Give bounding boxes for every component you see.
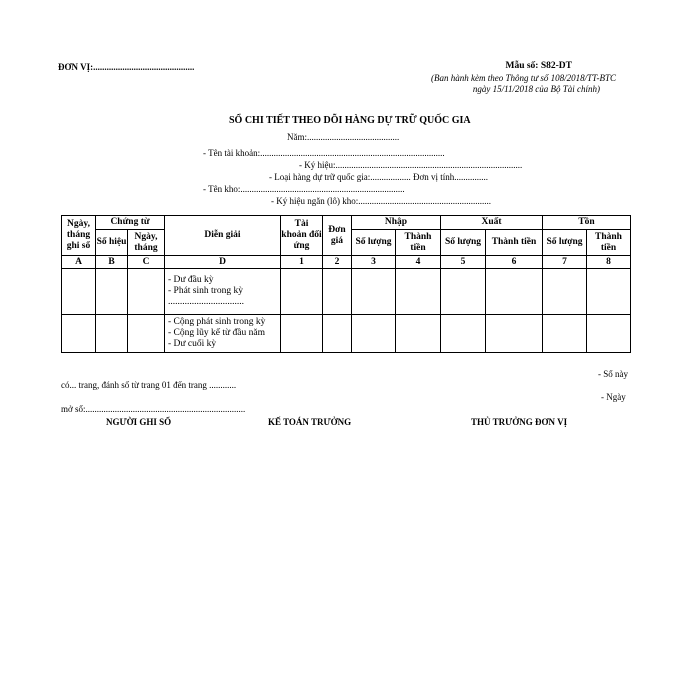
header-description: Diễn giải <box>165 216 281 256</box>
table-row <box>62 315 631 353</box>
index-cell: 4 <box>396 256 441 269</box>
table-cell <box>352 315 396 353</box>
index-cell: 6 <box>486 256 543 269</box>
table-cell <box>281 315 323 353</box>
table-cell <box>587 269 631 315</box>
index-cell: 1 <box>281 256 323 269</box>
index-cell: 8 <box>587 256 631 269</box>
table-cell <box>396 315 441 353</box>
index-cell: D <box>165 256 281 269</box>
table-cell <box>62 269 96 315</box>
signature-head-of-unit: THỦ TRƯỞNG ĐƠN VỊ <box>471 417 568 427</box>
table-cell <box>587 315 631 353</box>
header-stock-amount: Thành tiền <box>587 230 631 256</box>
table-cell <box>543 269 587 315</box>
closing-balance-text: - Dư cuối kỳ <box>168 339 217 349</box>
pages-line: có... trang, đánh số từ trang 01 đến trang ............ <box>61 380 237 390</box>
ledger-table <box>61 215 631 353</box>
header-voucher: Chứng từ <box>96 216 165 230</box>
header-in-qty: Số lượng <box>352 230 396 256</box>
table-cell <box>323 269 352 315</box>
year-field: Năm:......................................... <box>287 132 400 142</box>
header-in: Nhập <box>352 216 441 230</box>
description-cell <box>165 269 281 315</box>
unit-label: ĐƠN VỊ:............................................. <box>58 62 195 72</box>
period-total-text: - Cộng phát sinh trong kỳ <box>168 317 266 327</box>
header-date: Ngày, tháng ghi sổ <box>62 216 96 256</box>
date-label: - Ngày <box>601 392 626 402</box>
index-cell: 5 <box>441 256 486 269</box>
table-cell <box>543 315 587 353</box>
issued-note-line1: (Ban hành kèm theo Thông tư số 108/2018/TT-BTC <box>431 73 616 83</box>
index-cell: 7 <box>543 256 587 269</box>
header-voucher-no: Số hiệu <box>96 230 128 256</box>
bin-symbol-field: - Ký hiệu ngăn (lô) kho:........................................................... <box>271 196 491 206</box>
header-stock-qty: Số lượng <box>543 230 587 256</box>
header-out-qty: Số lượng <box>441 230 486 256</box>
table-cell <box>128 315 165 353</box>
table-cell <box>441 269 486 315</box>
page-title: SỔ CHI TIẾT THEO DÕI HÀNG DỰ TRỮ QUỐC GIA <box>229 115 471 126</box>
index-cell: B <box>96 256 128 269</box>
table-cell <box>128 269 165 315</box>
header-voucher-date: Ngày, tháng <box>128 230 165 256</box>
table-cell <box>281 269 323 315</box>
table-cell <box>323 315 352 353</box>
goods-type-field: - Loại hàng dự trữ quốc gia:.................. Đơn vị tính............... <box>269 172 488 182</box>
index-cell: 3 <box>352 256 396 269</box>
header-out-amount: Thành tiền <box>486 230 543 256</box>
index-cell: 2 <box>323 256 352 269</box>
table-cell <box>486 315 543 353</box>
index-cell: A <box>62 256 96 269</box>
signature-chief-accountant: KẾ TOÁN TRƯỞNG <box>268 417 352 427</box>
account-name-field: - Tên tài khoản:.................................................................................. <box>203 148 445 158</box>
opening-balance-text: - Dư đầu kỳ <box>168 275 214 285</box>
index-cell: C <box>128 256 165 269</box>
header-counter-account: Tài khoản đối ứng <box>281 216 323 256</box>
description-cell <box>165 315 281 353</box>
header-unit-price: Đơn giá <box>323 216 352 256</box>
symbol-field: - Ký hiệu:................................................................................... <box>299 160 523 170</box>
header-stock: Tồn <box>543 216 631 230</box>
table-cell <box>62 315 96 353</box>
table-row <box>62 269 631 315</box>
ytd-total-text: - Cộng lũy kế từ đầu năm <box>168 328 265 338</box>
signature-recorder: NGƯỜI GHI SỔ <box>106 417 172 427</box>
table-cell <box>396 269 441 315</box>
table-cell <box>441 315 486 353</box>
period-arising-text: - Phát sinh trong kỳ <box>168 286 243 296</box>
issued-note-line2: ngày 15/11/2018 của Bộ Tài chính) <box>472 84 600 94</box>
form-number: Mẫu số: S82-DT <box>505 61 572 71</box>
header-out: Xuất <box>441 216 543 230</box>
table-cell <box>352 269 396 315</box>
table-cell <box>96 269 128 315</box>
table-cell <box>486 269 543 315</box>
warehouse-field: - Tên kho:......................................................................... <box>203 184 405 194</box>
opened-line: mở sổ:....................................................................... <box>61 404 246 414</box>
header-in-amount: Thành tiền <box>396 230 441 256</box>
book-note-label: - Sổ này <box>598 369 628 379</box>
table-cell <box>96 315 128 353</box>
dotted-placeholder-text: ................................ <box>168 297 244 307</box>
